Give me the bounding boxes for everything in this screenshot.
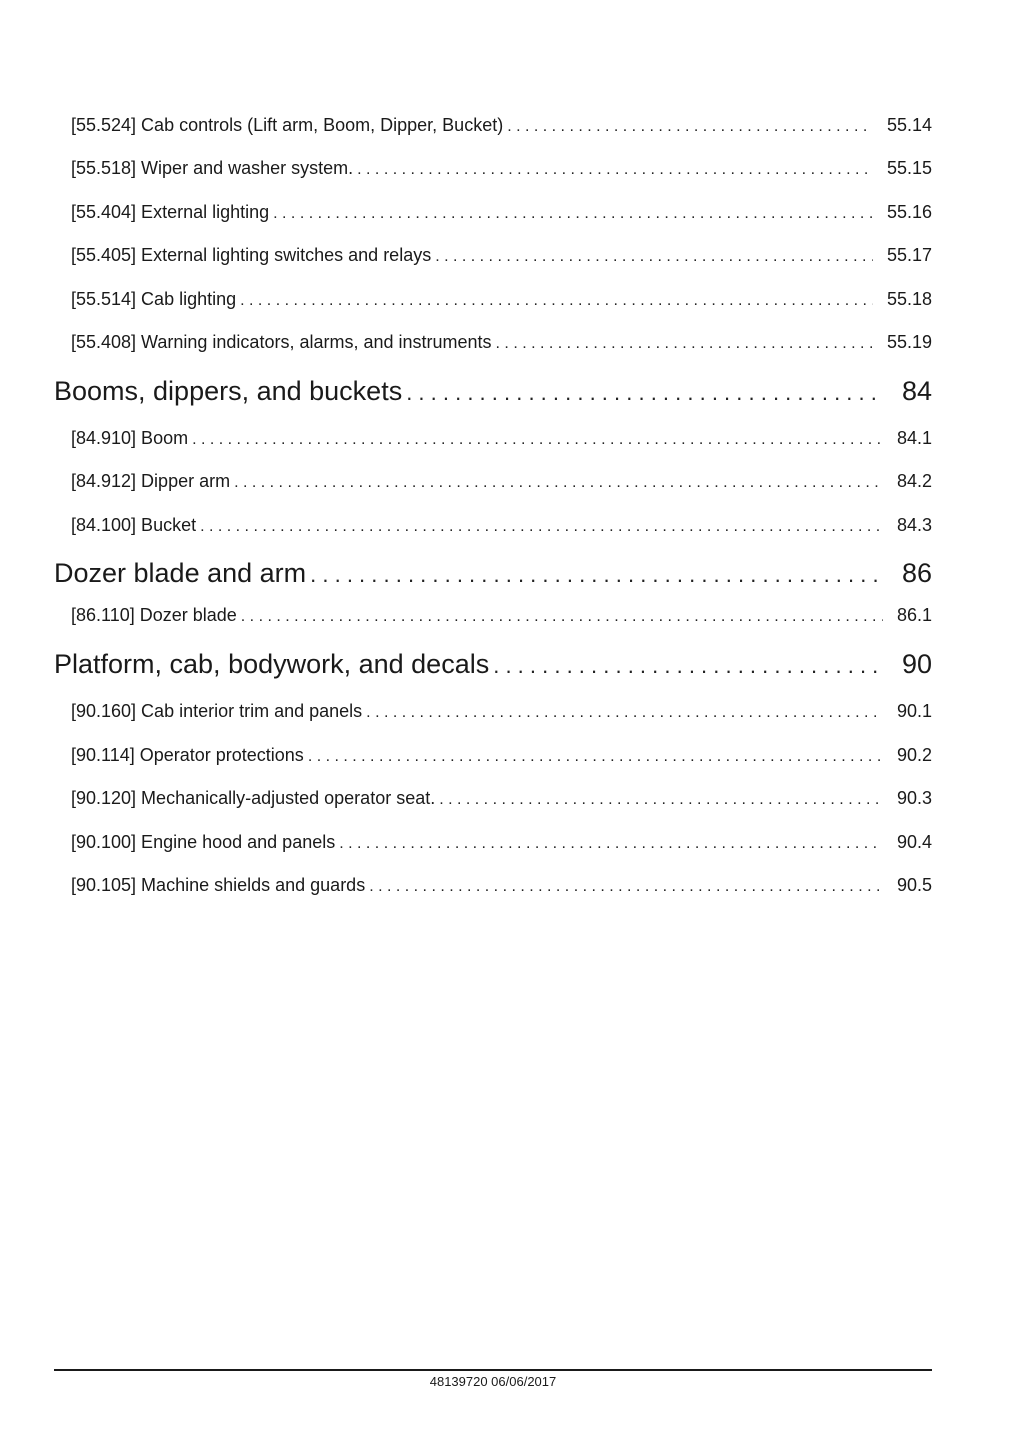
dot-leader xyxy=(308,745,883,767)
toc-section-84[interactable] xyxy=(54,374,932,408)
toc-entry-label: [90.160] Cab interior trim and panels xyxy=(71,701,363,721)
dot-leader xyxy=(273,202,873,224)
toc-entry-55-514[interactable] xyxy=(54,287,932,311)
toc-entry-label: [55.514] Cab lighting xyxy=(71,289,237,309)
toc-entry-page: 84.1 xyxy=(896,428,932,448)
toc-entry-label: [86.110] Dozer blade xyxy=(71,605,237,625)
toc-section-90[interactable] xyxy=(54,647,932,681)
toc-section-title: Platform, cab, bodywork, and decals xyxy=(54,649,490,679)
toc-entry-page: 86.1 xyxy=(896,605,932,625)
toc-section-86[interactable] xyxy=(54,556,932,590)
toc-entry-page: 55.19 xyxy=(886,332,932,352)
toc-entry-90-120[interactable] xyxy=(54,786,932,810)
toc-entry-page: 55.15 xyxy=(886,158,932,178)
toc-entry-label: [84.100] Bucket xyxy=(71,515,197,535)
dot-leader xyxy=(310,558,884,590)
toc-section-title: Booms, dippers, and buckets xyxy=(54,376,403,406)
dot-leader xyxy=(240,289,873,311)
toc-entry-page: 55.16 xyxy=(886,202,932,222)
footer-doc-id: 48139720 06/06/2017 xyxy=(429,1374,557,1389)
toc-entry-page: 90.1 xyxy=(896,701,932,721)
dot-leader xyxy=(496,332,873,354)
dot-leader xyxy=(507,115,873,137)
toc-entry-page: 90.4 xyxy=(896,832,932,852)
toc-entry-page: 90.2 xyxy=(896,745,932,765)
toc-section-page: 90 xyxy=(901,649,932,679)
toc-section-title: Dozer blade and arm xyxy=(54,558,307,588)
toc-entry-label: [55.524] Cab controls (Lift arm, Boom, Dipper, Bucket) xyxy=(71,115,504,135)
toc-section-page: 86 xyxy=(901,558,932,588)
toc-entry-55-405[interactable] xyxy=(54,243,932,267)
toc-entry-90-105[interactable] xyxy=(54,873,932,897)
toc-entry-page: 55.17 xyxy=(886,245,932,265)
toc-entry-page: 55.14 xyxy=(886,115,932,135)
toc-entry-55-408[interactable] xyxy=(54,330,932,354)
toc-entry-label: [90.114] Operator protections xyxy=(71,745,304,765)
dot-leader xyxy=(339,832,883,854)
toc-entry-86-110[interactable] xyxy=(54,603,932,627)
toc-entry-page: 90.5 xyxy=(896,875,932,895)
footer-divider xyxy=(54,1369,932,1371)
toc-entry-label: [90.120] Mechanically-adjusted operator seat. xyxy=(71,788,436,808)
dot-leader xyxy=(234,471,883,493)
dot-leader xyxy=(192,428,883,450)
toc-entry-label: [90.105] Machine shields and guards xyxy=(71,875,366,895)
toc-entry-label: [55.408] Warning indicators, alarms, and instruments xyxy=(71,332,492,352)
toc-entry-label: [55.405] External lighting switches and relays xyxy=(71,245,432,265)
toc-entry-90-100[interactable] xyxy=(54,830,932,854)
toc-entry-label: [84.910] Boom xyxy=(71,428,189,448)
toc-entry-90-160[interactable] xyxy=(54,699,932,723)
dot-leader xyxy=(406,376,884,408)
toc-entry-page: 84.2 xyxy=(896,471,932,491)
dot-leader xyxy=(493,649,884,681)
toc-entry-page: 55.18 xyxy=(886,289,932,309)
dot-leader xyxy=(439,788,883,810)
toc-entry-84-100[interactable] xyxy=(54,513,932,537)
toc-entry-page: 84.3 xyxy=(896,515,932,535)
toc-entry-label: [84.912] Dipper arm xyxy=(71,471,231,491)
dot-leader xyxy=(366,701,883,723)
dot-leader xyxy=(435,245,873,267)
toc-entry-84-910[interactable] xyxy=(54,426,932,450)
toc-entry-90-114[interactable] xyxy=(54,743,932,767)
dot-leader xyxy=(200,515,883,537)
toc-entry-84-912[interactable] xyxy=(54,469,932,493)
dot-leader xyxy=(357,158,873,180)
toc-entry-label: [55.518] Wiper and washer system. xyxy=(71,158,354,178)
toc-entry-55-524[interactable] xyxy=(54,113,932,137)
toc-entry-page: 90.3 xyxy=(896,788,932,808)
dot-leader xyxy=(369,875,883,897)
toc-entry-label: [90.100] Engine hood and panels xyxy=(71,832,336,852)
toc-entry-55-404[interactable] xyxy=(54,200,932,224)
dot-leader xyxy=(241,605,883,627)
toc-entry-55-518[interactable] xyxy=(54,156,932,180)
toc-section-page: 84 xyxy=(901,376,932,406)
toc-entry-label: [55.404] External lighting xyxy=(71,202,270,222)
